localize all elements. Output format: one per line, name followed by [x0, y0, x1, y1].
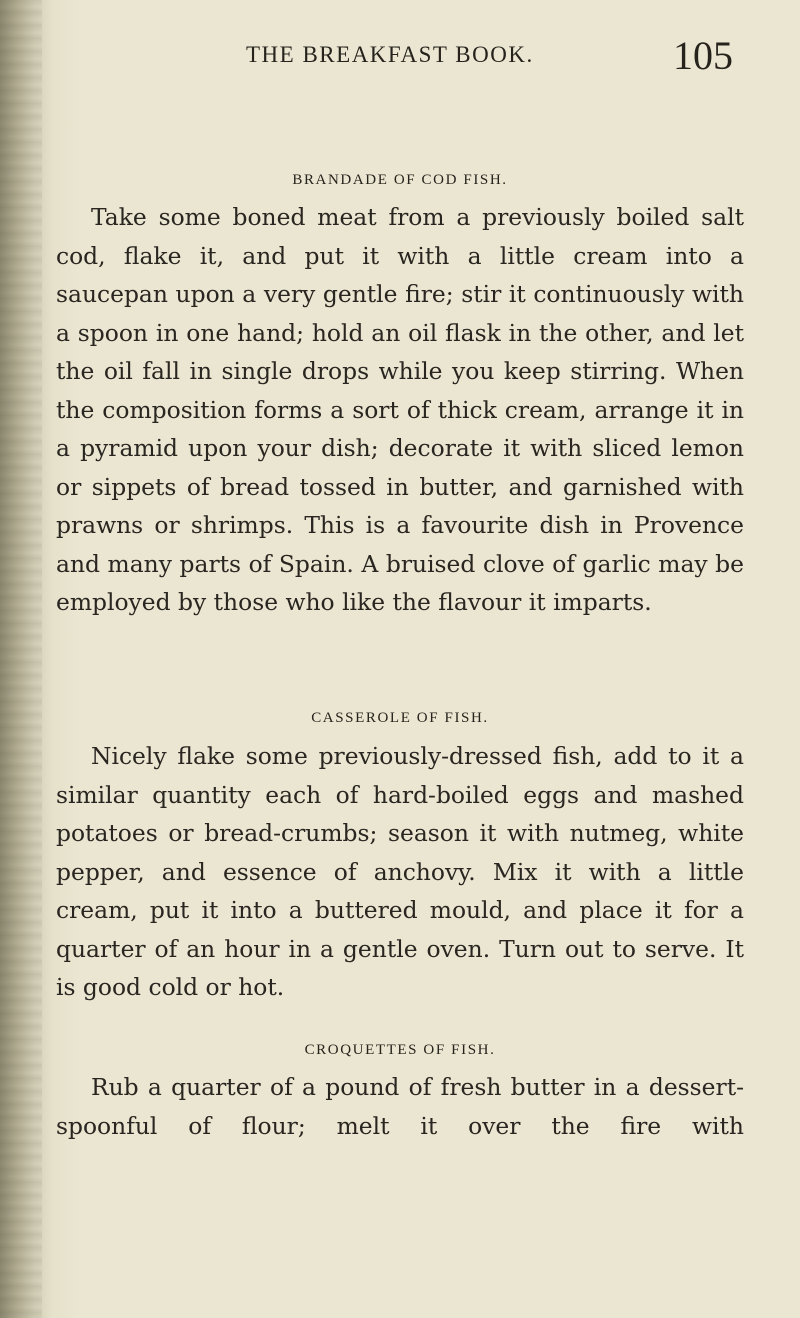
- section-heading-brandade: BRANDADE OF COD FISH.: [292, 172, 508, 188]
- page-header: [0, 33, 800, 90]
- page-number: 105: [673, 33, 733, 78]
- section-body-casserole: Nicely flake some previously-dressed fish, add to it a similar quantity each of hard-boiled eggs and mashed potatoes or bread-crumbs; season it with nutmeg, white pepper, and essence of anchovy. Mix it with a little cream, put it into a buttered mould, and place it for a quarter of an hour in a gentle oven. Turn out to serve. It is good cold or hot.: [56, 742, 744, 1001]
- section-heading-casserole: CASSEROLE OF FISH.: [311, 710, 489, 726]
- section-body-brandade: Take some boned meat from a previously boiled salt cod, flake it, and put it with a little cream into a saucepan upon a very gentle fire; stir it continuously with a spoon in one hand; hold an oil flask in the other, and let the oil fall in single drops while you keep stirring. When the composition forms a sort of thick cream, arrange it in a pyramid upon your dish; decorate it with sliced lemon or sippets of bread tossed in butter, and garnished with prawns or shrimps. This is a favourite dish in Provence and many parts of Spain. A bruised clove of garlic may be employed by those who like the flavour it imparts.: [56, 203, 744, 616]
- section-body-croquettes: Rub a quarter of a pound of fresh butter in a dessert-spoonful of flour; melt it over the fire with: [56, 1073, 744, 1140]
- page-gutter-shadow: [0, 0, 42, 1318]
- running-title: THE BREAKFAST BOOK.: [246, 42, 534, 67]
- section-heading-croquettes: CROQUETTES OF FISH.: [304, 1042, 496, 1058]
